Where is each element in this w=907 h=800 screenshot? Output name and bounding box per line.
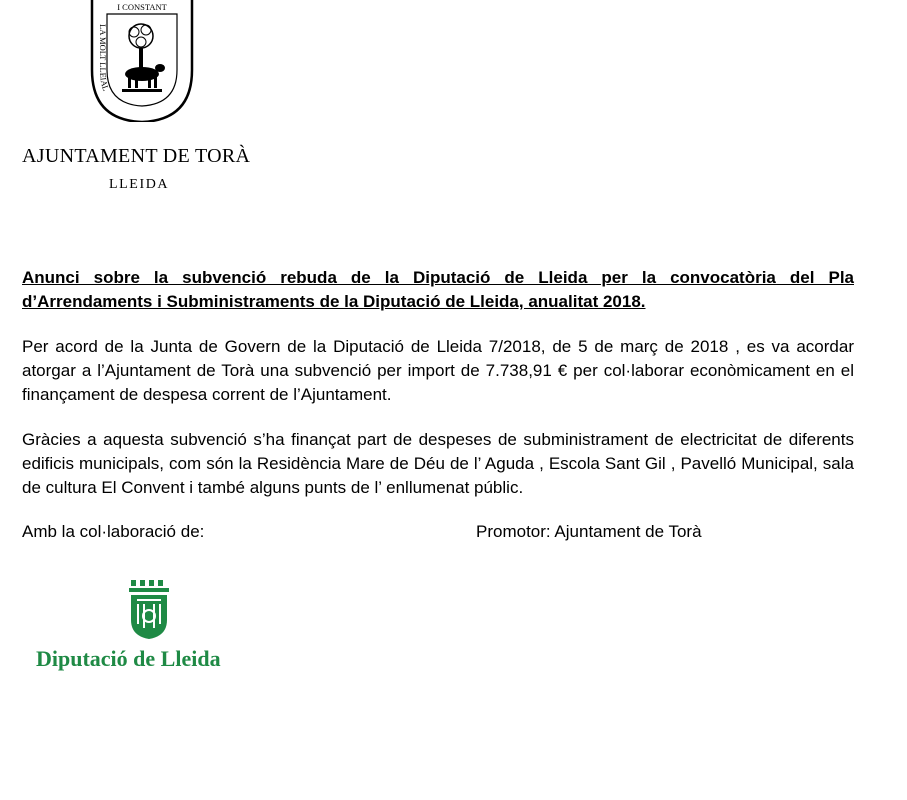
promoter-label: Promotor: Ajuntament de Torà	[476, 522, 702, 541]
tree-icon	[129, 24, 153, 70]
notice-paragraph-1: Per acord de la Junta de Govern de la Diputació de Lleida 7/2018, de 5 de març de 2018 , es va acordar atorgar a l’Ajuntament de Torà una subvenció per import de 7.738,91 € per col·laborar econòmicament en el finançament de despesa corrent de l’Ajuntament.	[22, 337, 854, 404]
diputacio-logo-icon	[127, 580, 171, 640]
notice-paragraph-2: Gràcies a aquesta subvenció s’ha finançat part de despeses de subministrament de electricitat de diferents edificis municipals, com són la Residència Mare de Déu de l’ Aguda , Escola Sant Gil , Pavelló Municipal, sala de cultura El Convent i també alguns punts de l’ enllumenat públic.	[22, 430, 854, 497]
diputacio-logo-name: Diputació de Lleida	[36, 646, 221, 671]
collaboration-label: Amb la col·laboració de:	[22, 522, 205, 541]
org-city: LLEIDA	[109, 177, 170, 192]
bull-icon	[125, 64, 165, 88]
town-seal	[88, 0, 196, 122]
org-name: AJUNTAMENT DE TORÀ	[22, 145, 251, 167]
seal-text: LA MOLT LLEIAL	[97, 24, 112, 93]
notice-title: Anunci sobre la subvenció rebuda de la Diputació de Lleida per la convocatòria del Pla d’Arrendaments i Subministraments de la Diputació de Lleida, anualitat 2018.	[22, 268, 854, 311]
seal-text-top: I CONSTANT	[117, 2, 167, 12]
